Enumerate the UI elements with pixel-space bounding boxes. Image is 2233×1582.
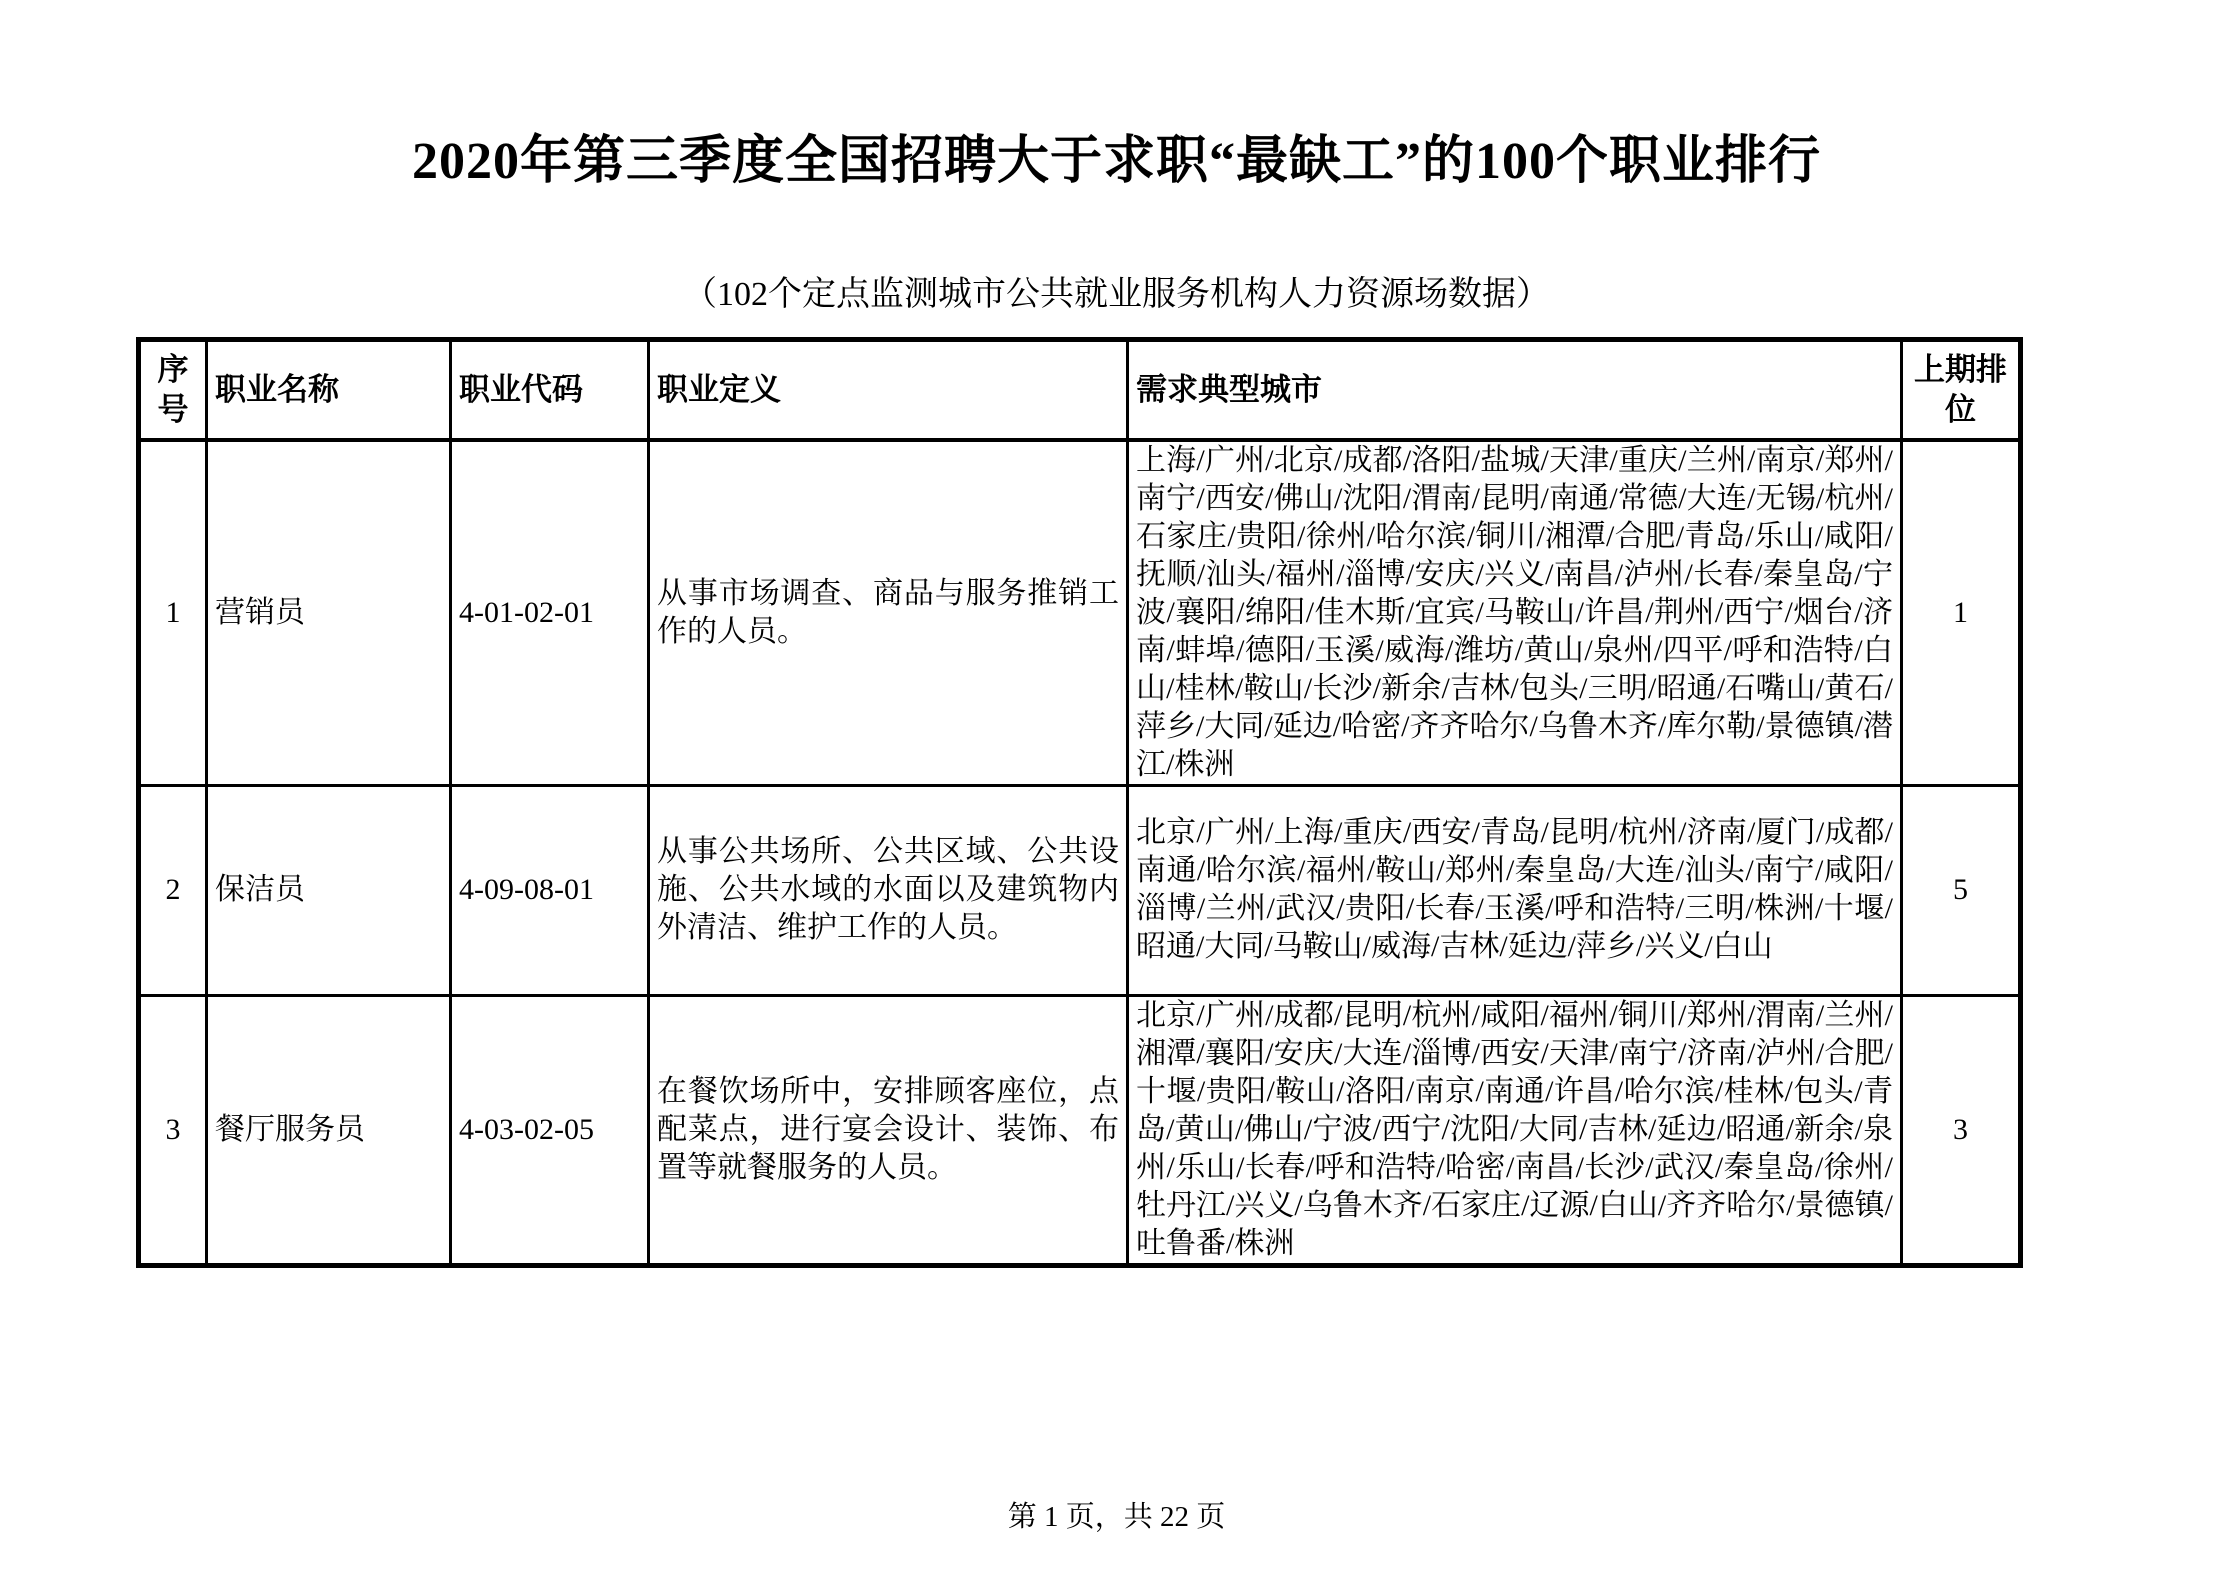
demand-cities-cell: 北京/广州/成都/昆明/杭州/咸阳/福州/铜川/郑州/渭南/兰州/湘潭/襄阳/安庆/大连/淄博/西安/天津/南宁/济南/泸州/合肥/十堰/贵阳/鞍山/洛阳/南京/南通/许昌/哈尔滨/桂林/包头/青岛/黄山/佛山/宁波/西宁/沈阳/大同/吉林/延边/昭通/新余/泉州/乐山/长春/呼和浩特/哈密/南昌/长沙/武汉/秦皇岛/徐州/牡丹江/兴义/乌鲁木齐/石家庄/辽源/白山/齐齐哈尔/景德镇/吐鲁番/株洲 xyxy=(1128,995,1902,1265)
page-title: 2020年第三季度全国招聘大于求职“最缺工”的100个职业排行 xyxy=(411,133,1821,190)
rank-cell: 1 xyxy=(139,440,207,786)
page-number-footer: 第 1 页，共 22 页 xyxy=(1007,1501,1226,1533)
occupation-name-cell: 营销员 xyxy=(207,440,451,786)
page-subtitle: （102个定点监测城市公共就业服务机构人力资源场数据） xyxy=(683,276,1550,313)
header-rank: 序号 xyxy=(139,340,207,440)
occupation-code-cell: 4-03-02-05 xyxy=(451,995,649,1265)
table-row xyxy=(139,995,2021,1265)
header-occupation-code: 职业代码 xyxy=(451,340,649,440)
occupation-code-cell: 4-01-02-01 xyxy=(451,440,649,786)
occupation-definition-cell: 在餐饮场所中，安排顾客座位，点配菜点，进行宴会设计、装饰、布置等就餐服务的人员。 xyxy=(649,995,1128,1265)
previous-rank-cell: 3 xyxy=(1902,995,2021,1265)
table-row xyxy=(139,785,2021,995)
table-header-row xyxy=(139,340,2021,440)
demand-cities-cell: 北京/广州/上海/重庆/西安/青岛/昆明/杭州/济南/厦门/成都/南通/哈尔滨/福州/鞍山/郑州/秦皇岛/大连/汕头/南宁/咸阳/淄博/兰州/武汉/贵阳/长春/玉溪/呼和浩特/三明/株洲/十堰/昭通/大同/马鞍山/威海/吉林/延边/萍乡/兴义/白山 xyxy=(1128,785,1902,995)
occupation-code-cell: 4-09-08-01 xyxy=(451,785,649,995)
header-previous-rank: 上期排位 xyxy=(1902,340,2021,440)
occupation-definition-cell: 从事市场调查、商品与服务推销工作的人员。 xyxy=(649,440,1128,786)
demand-cities-cell: 上海/广州/北京/成都/洛阳/盐城/天津/重庆/兰州/南京/郑州/南宁/西安/佛山/沈阳/渭南/昆明/南通/常德/大连/无锡/杭州/石家庄/贵阳/徐州/哈尔滨/铜川/湘潭/合肥/青岛/乐山/咸阳/抚顺/汕头/福州/淄博/安庆/兴义/南昌/泸州/长春/秦皇岛/宁波/襄阳/绵阳/佳木斯/宜宾/马鞍山/许昌/荆州/西宁/烟台/济南/蚌埠/德阳/玉溪/威海/潍坊/黄山/泉州/四平/呼和浩特/白山/桂林/鞍山/长沙/新余/吉林/包头/三明/昭通/石嘴山/黄石/萍乡/大同/延边/哈密/齐齐哈尔/乌鲁木齐/库尔勒/景德镇/潜江/株洲 xyxy=(1128,440,1902,786)
header-occupation-definition: 职业定义 xyxy=(649,340,1128,440)
rank-cell: 3 xyxy=(139,995,207,1265)
table-row xyxy=(139,440,2021,786)
header-demand-cities: 需求典型城市 xyxy=(1128,340,1902,440)
previous-rank-cell: 5 xyxy=(1902,785,2021,995)
occupation-ranking-table xyxy=(136,337,2023,1268)
rank-cell: 2 xyxy=(139,785,207,995)
header-occupation-name: 职业名称 xyxy=(207,340,451,440)
occupation-definition-cell: 从事公共场所、公共区域、公共设施、公共水域的水面以及建筑物内外清洁、维护工作的人员。 xyxy=(649,785,1128,995)
occupation-name-cell: 保洁员 xyxy=(207,785,451,995)
previous-rank-cell: 1 xyxy=(1902,440,2021,786)
occupation-name-cell: 餐厅服务员 xyxy=(207,995,451,1265)
